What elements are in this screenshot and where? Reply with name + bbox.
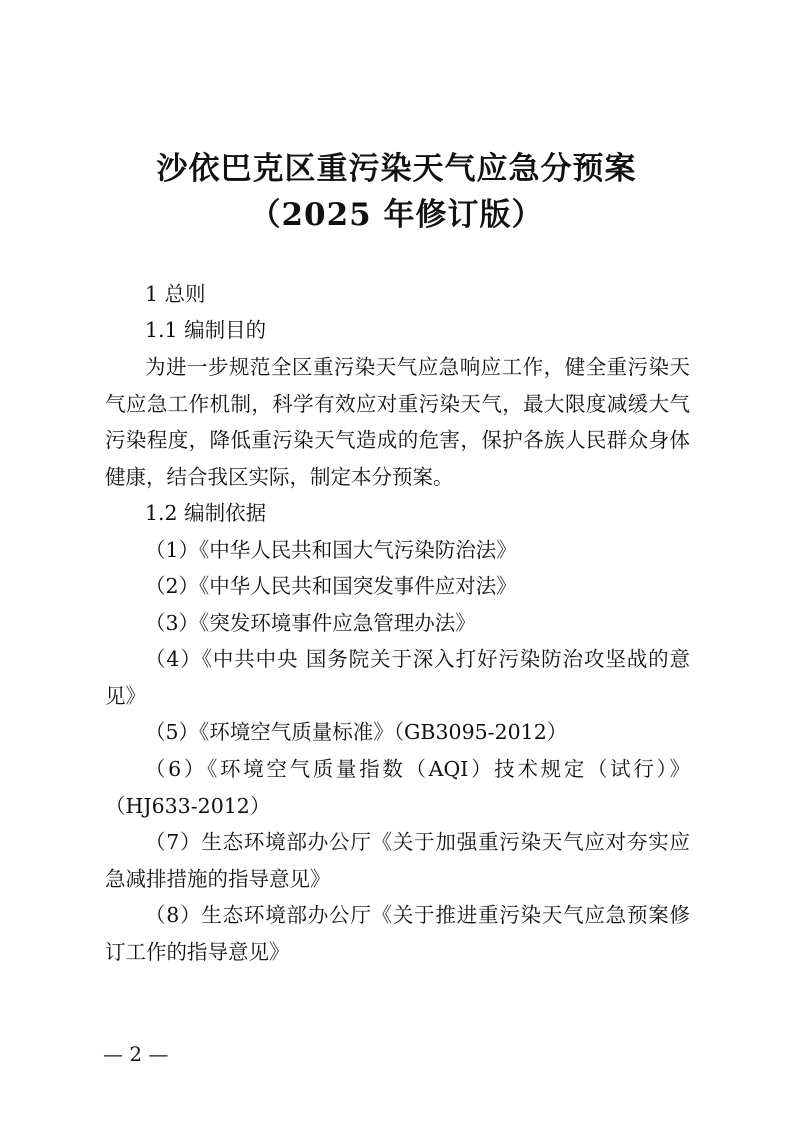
reference-item: （4）《中共中央 国务院关于深入打好污染防治攻坚战的意 [145, 647, 690, 671]
reference-item: （7）生态环境部办公厅《关于加强重污染天气应对夯实应 [145, 830, 690, 854]
section-heading: 1 总则 [145, 282, 206, 306]
reference-item: （1）《中华人民共和国大气污染防治法》 [145, 538, 517, 562]
subsection-heading: 1.1 编制目的 [145, 318, 267, 342]
reference-item: （3）《突发环境事件应急管理办法》 [145, 611, 476, 635]
reference-item: （5）《环境空气质量标准》（GB3095-2012） [145, 720, 568, 744]
reference-item-continued: （HJ633-2012） [105, 794, 271, 818]
paragraph-line: 气应急工作机制，科学有效应对重污染天气，最大限度减缓大气 [105, 392, 690, 416]
reference-item-continued: 急减排措施的指导意见》 [105, 867, 331, 891]
reference-item: （2）《中华人民共和国突发事件应对法》 [145, 574, 517, 598]
document-title: 沙依巴克区重污染天气应急分预案 [156, 151, 637, 187]
reference-item: （6）《环境空气质量指数（AQI）技术规定（试行）》 [145, 757, 690, 781]
paragraph-line: 为进一步规范全区重污染天气应急响应工作，健全重污染天 [145, 355, 690, 379]
reference-item-continued: 见》 [105, 684, 146, 708]
reference-item-continued: 订工作的指导意见》 [105, 940, 290, 964]
document-subtitle: （2025 年修订版） [249, 197, 544, 233]
subsection-heading: 1.2 编制依据 [145, 501, 267, 525]
reference-item: （8）生态环境部办公厅《关于推进重污染天气应急预案修 [145, 903, 690, 927]
paragraph-line: 健康，结合我区实际，制定本分预案。 [105, 465, 454, 489]
page-number: — 2 — [103, 1042, 169, 1066]
paragraph-line: 污染程度，降低重污染天气造成的危害，保护各族人民群众身体 [105, 428, 690, 452]
